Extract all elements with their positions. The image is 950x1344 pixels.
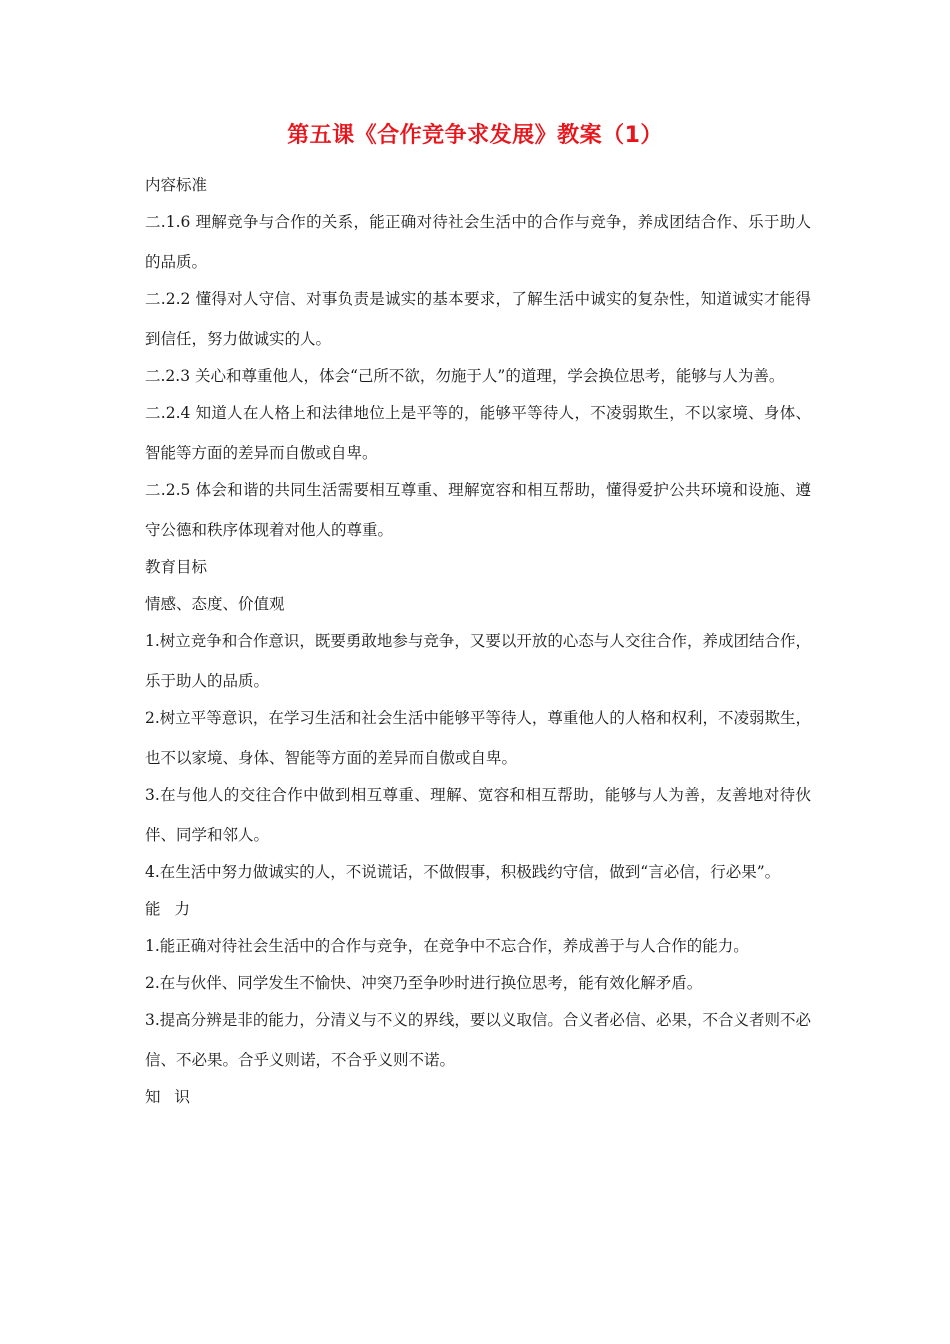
standard-item: 二.2.4 知道人在人格上和法律地位上是平等的，能够平等待人，不凌弱欺生，不以家境、身体、智能等方面的差异而自傲或自卑。 <box>145 404 811 462</box>
knowledge-heading: 知识 <box>145 1088 205 1106</box>
standard-item: 二.1.6 理解竞争与合作的关系，能正确对待社会生活中的合作与竞争，养成团结合作、乐于助人的品质。 <box>145 213 811 271</box>
emotion-item: 2.树立平等意识，在学习生活和社会生活中能够平等待人，尊重他人的人格和权利，不凌弱欺生，也不以家境、身体、智能等方面的差异而自傲或自卑。 <box>145 709 811 767</box>
emotion-item: 4.在生活中努力做诚实的人，不说谎话，不做假事，积极践约守信，做到“言必信，行必果”。 <box>145 863 781 881</box>
emotion-item: 1.树立竞争和合作意识，既要勇敢地参与竞争，又要以开放的心态与人交往合作，养成团结合作，乐于助人的品质。 <box>145 632 811 690</box>
ability-item: 1.能正确对待社会生活中的合作与竞争，在竞争中不忘合作，养成善于与人合作的能力。 <box>145 937 749 955</box>
emotion-heading: 情感、态度、价值观 <box>145 595 285 613</box>
ability-heading: 能力 <box>145 900 205 918</box>
document-body <box>145 172 811 1121</box>
ability-item: 3.提高分辨是非的能力，分清义与不义的界线，要以义取信。合义者必信、必果，不合义者则不必信、不必果。合乎义则诺，不合乎义则不诺。 <box>145 1011 811 1069</box>
document-title: 第五课《合作竞争求发展》教案（1） <box>287 123 663 148</box>
standard-item: 二.2.3 关心和尊重他人，体会“己所不欲，勿施于人”的道理，学会换位思考，能够与人为善。 <box>145 367 785 385</box>
content-standard-heading: 内容标准 <box>145 176 208 194</box>
standard-item: 二.2.2 懂得对人守信、对事负责是诚实的基本要求，了解生活中诚实的复杂性，知道诚实才能得到信任，努力做诚实的人。 <box>145 290 811 348</box>
ability-item: 2.在与伙伴、同学发生不愉快、冲突乃至争吵时进行换位思考，能有效化解矛盾。 <box>145 974 703 992</box>
standard-item: 二.2.5 体会和谐的共同生活需要相互尊重、理解宽容和相互帮助，懂得爱护公共环境和设施、遵守公德和秩序体现着对他人的尊重。 <box>145 481 811 539</box>
emotion-item: 3.在与他人的交往合作中做到相互尊重、理解、宽容和相互帮助，能够与人为善，友善地对待伙伴、同学和邻人。 <box>145 786 811 844</box>
education-goal-heading: 教育目标 <box>145 558 208 576</box>
